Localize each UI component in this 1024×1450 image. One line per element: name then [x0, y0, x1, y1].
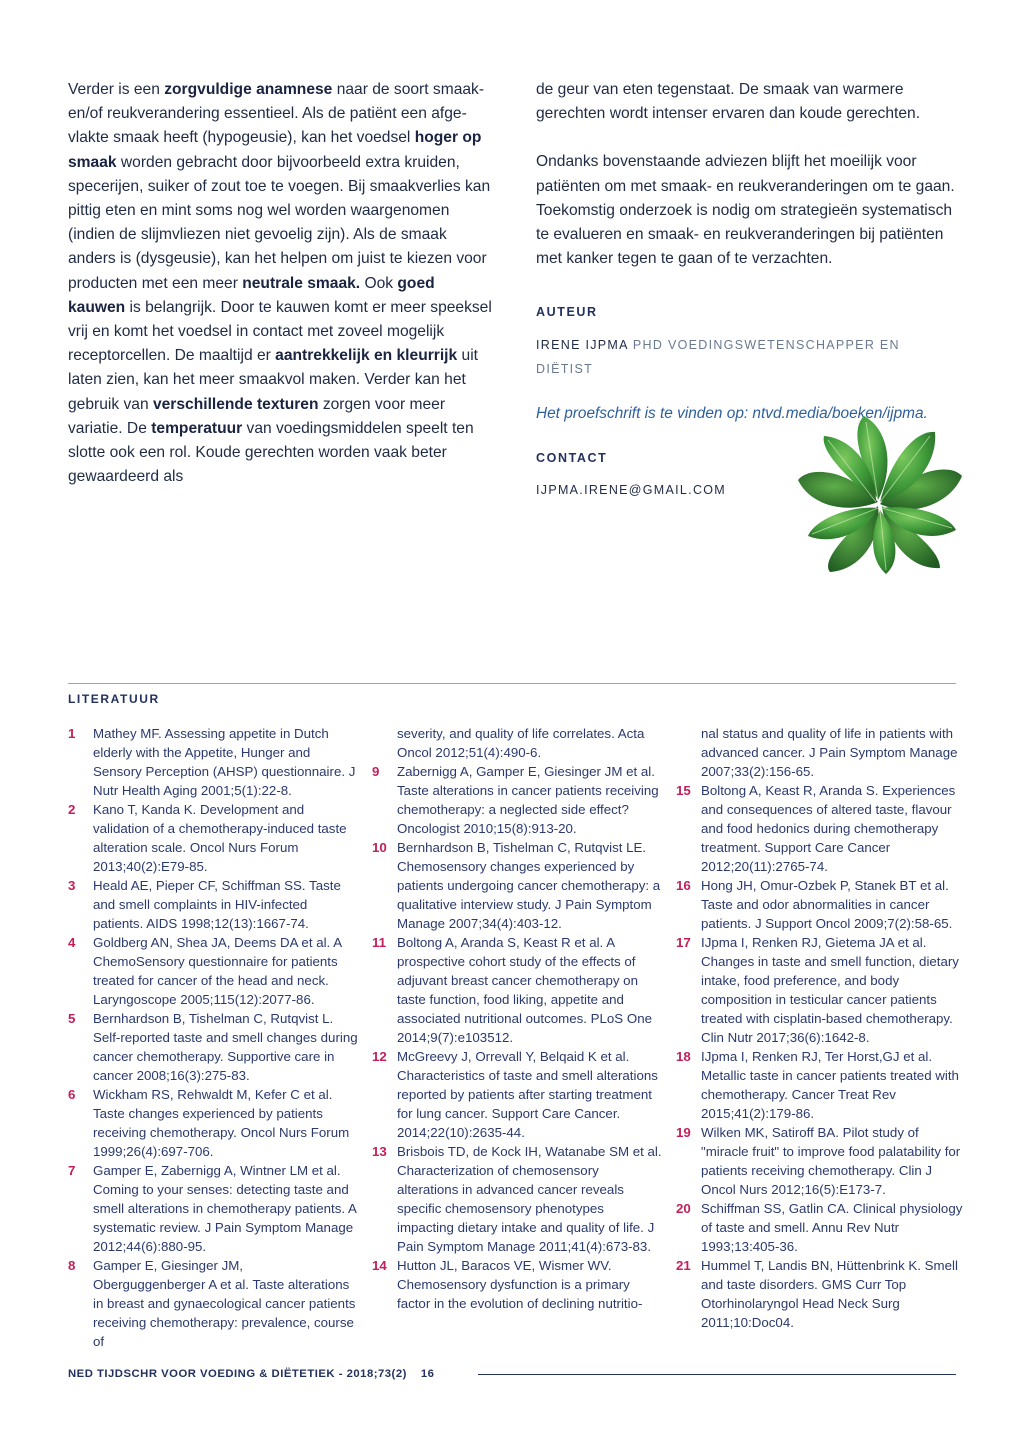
reference-number: 20	[676, 1201, 691, 1216]
article-paragraph-right-2: Ondanks bovenstaande adviezen blijft het moeilijk voor patiënten om met smaak- en reukveranderingen om te gaan. Toekomstig onderzoek is nodig om strategieën systematisch te evalueren en smaak- en reukveranderingen bij patiënten met kanker tegen te gaan of te verzachten.	[536, 153, 955, 268]
reference-text: Bernhardson B, Tishelman C, Rutqvist L. Self-reported taste and smell changes during cancer chemotherapy. Supportive care in cancer 2008;16(3):275-83.	[93, 1011, 358, 1083]
reference-number: 1	[68, 726, 76, 741]
author-line	[536, 333, 960, 381]
reference-item	[68, 1256, 358, 1351]
reference-number: 8	[68, 1258, 76, 1273]
reference-number: 19	[676, 1125, 691, 1140]
reference-item	[372, 724, 662, 762]
reference-text: Boltong A, Aranda S, Keast R et al. A prospective cohort study of the effects of adjuvant breast cancer chemotherapy on taste function, food liking, appetite and associated nutritional outcomes. PLoS One 2014;9(7):e103512.	[397, 935, 653, 1045]
reference-text: Heald AE, Pieper CF, Schiffman SS. Taste and smell complaints in HIV-infected patients. AIDS 1998;12(13):1667-74.	[93, 878, 341, 931]
literature-title: LITERATUUR	[68, 692, 160, 706]
reference-number: 5	[68, 1011, 76, 1026]
reference-item	[676, 933, 966, 1047]
reference-item	[68, 1161, 358, 1256]
article-left-column	[68, 78, 492, 489]
reference-text: Goldberg AN, Shea JA, Deems DA et al. A ChemoSensory questionnaire for patients treated for cancer of the head and neck. Laryngoscope 2005;115(12):2077-86.	[93, 935, 342, 1007]
mint-leaves-image	[790, 410, 966, 578]
reference-number: 7	[68, 1163, 76, 1178]
reference-number: 3	[68, 878, 76, 893]
reference-item	[676, 781, 966, 876]
reference-text: Schiffman SS, Gatlin CA. Clinical physiology of taste and smell. Annu Rev Nutr 1993;13:405-36.	[701, 1201, 963, 1254]
journal-citation: NED TIJDSCHR VOOR VOEDING & DIËTETIEK - 2018;73(2)	[68, 1368, 407, 1380]
reference-number: 10	[372, 840, 387, 855]
reference-item	[676, 1123, 966, 1199]
reference-text: IJpma I, Renken RJ, Ter Horst,GJ et al. Metallic taste in cancer patients treated with chemotherapy. Cancer Treat Rev 2015;41(2):179-86.	[701, 1049, 959, 1121]
reference-text: Hutton JL, Baracos VE, Wismer WV. Chemosensory dysfunction is a primary factor in the evolution of declining nutritio-	[397, 1258, 643, 1311]
reference-text: Hong JH, Omur-Ozbek P, Stanek BT et al. Taste and odor abnormalities in cancer patients. J Support Oncol 2009;7(2):58-65.	[701, 878, 953, 931]
article-paragraph-right-1: de geur van eten tegenstaat. De smaak van warmere gerechten wordt intenser ervaren dan koude gerechten.	[536, 81, 921, 123]
reference-item	[676, 724, 966, 781]
reference-item	[68, 1009, 358, 1085]
reference-text: Wickham RS, Rehwaldt M, Kefer C et al. Taste changes experienced by patients receiving chemotherapy. Oncol Nurs Forum 1999;26(4):697-706.	[93, 1087, 350, 1159]
reference-number: 14	[372, 1258, 387, 1273]
reference-text: Gamper E, Giesinger JM, Oberguggenberger A et al. Taste alterations in breast and gynaecological cancer patients receiving chemotherapy: prevalence, course of	[93, 1258, 356, 1349]
reference-column-3	[676, 724, 966, 1332]
reference-number: 17	[676, 935, 691, 950]
reference-text: Wilken MK, Satiroff BA. Pilot study of "miracle fruit" to improve food palatability for patients receiving chemotherapy. Clin J Oncol Nurs 2012;16(5):E173-7.	[701, 1125, 961, 1197]
reference-item	[372, 762, 662, 838]
reference-text: Zabernigg A, Gamper E, Giesinger JM et al. Taste alterations in cancer patients receiving chemotherapy: a neglected side effect? Oncologist 2010;15(8):913-20.	[397, 764, 659, 836]
reference-item	[676, 1256, 966, 1332]
reference-number: 9	[372, 764, 380, 779]
reference-column-2	[372, 724, 662, 1313]
reference-column-1	[68, 724, 358, 1351]
reference-number: 16	[676, 878, 691, 893]
reference-item	[68, 724, 358, 800]
author-label: AUTEUR	[536, 305, 598, 320]
reference-text: Kano T, Kanda K. Development and validation of a chemotherapy-induced taste alteration scale. Oncol Nurs Forum 2013;40(2):E79-85.	[93, 802, 347, 874]
reference-text: IJpma I, Renken RJ, Gietema JA et al. Changes in taste and smell function, dietary intake, food preference, and body composition in testicular cancer patients treated with cisplatin-based chemotherapy. Clin Nutr 2017;36(6):1642-8.	[701, 935, 959, 1045]
reference-number: 6	[68, 1087, 76, 1102]
reference-number: 12	[372, 1049, 387, 1064]
author-name: IRENE IJPMA	[536, 337, 629, 352]
reference-number: 21	[676, 1258, 691, 1273]
reference-number: 4	[68, 935, 76, 950]
reference-item	[372, 933, 662, 1047]
reference-item	[676, 1047, 966, 1123]
reference-text: McGreevy J, Orrevall Y, Belqaid K et al. Characteristics of taste and smell alterations reported by patients after starting treatment for lung cancer. Support Care Cancer. 2014;22(10):2635-44.	[397, 1049, 658, 1140]
section-divider	[68, 683, 956, 684]
reference-item	[68, 933, 358, 1009]
reference-text: severity, and quality of life correlates. Acta Oncol 2012;51(4):490-6.	[397, 726, 645, 760]
reference-item	[68, 1085, 358, 1161]
article-paragraph-left: Verder is een zorgvuldige anamnese naar de soort smaak-en/of reukverandering essentieel. Als de patiënt een afge-vlakte smaak heeft (hypogeusie), kan het voedsel hoger op smaak worden gebracht door bijvoorbeeld extra kruiden, specerijen, suiker of zout toe te voegen. Bij smaakverlies kan pittig eten en mint soms nog wel worden waargenomen (indien de slijmvliezen niet gevoelig zijn). Als de smaak anders is (dysgeusie), kan het helpen om juist te kiezen voor producten met een meer neutrale smaak. Ook goed kauwen is belangrijk. Door te kauwen komt er meer speeksel vrij en komt het voedsel in contact met zoveel mogelijk receptorcellen. De maaltijd er aantrekkelijk en kleurrijk uit laten zien, kan het meer smaakvol maken. Verder kan het gebruik van verschillende texturen zorgen voor meer variatie. De temperatuur van voedingsmiddelen speelt ten slotte ook een rol. Koude gerechten worden vaak beter gewaardeerd als	[68, 81, 492, 486]
contact-label: CONTACT	[536, 451, 608, 466]
reference-text: Boltong A, Keast R, Aranda S. Experiences and consequences of altered taste, flavour and food hedonics during chemotherapy treatment. Support Care Cancer 2012;20(11):2765-74.	[701, 783, 956, 874]
reference-item	[676, 1199, 966, 1256]
reference-number: 15	[676, 783, 691, 798]
reference-text: Brisbois TD, de Kock IH, Watanabe SM et al. Characterization of chemosensory alterations in advanced cancer reveals specific chemosensory phenotypes impacting dietary intake and quality of life. J Pain Symptom Manage 2011;41(4):673-83.	[397, 1144, 662, 1254]
reference-text: nal status and quality of life in patients with advanced cancer. J Pain Symptom Manage 2007;33(2):156-65.	[701, 726, 958, 779]
reference-text: Hummel T, Landis BN, Hüttenbrink K. Smell and taste disorders. GMS Curr Top Otorhinolaryngol Head Neck Surg 2011;10:Doc04.	[701, 1258, 958, 1330]
thesis-link[interactable]: Het proefschrift is te vinden op: ntvd.media/boeken/ijpma.	[536, 405, 928, 423]
contact-email[interactable]: IJPMA.IRENE@GMAIL.COM	[536, 483, 727, 498]
reference-item	[676, 876, 966, 933]
reference-item	[68, 876, 358, 933]
reference-item	[372, 1047, 662, 1142]
reference-item	[68, 800, 358, 876]
reference-item	[372, 1256, 662, 1313]
page-footer	[68, 1368, 434, 1380]
reference-number: 11	[372, 935, 387, 950]
footer-rule	[478, 1374, 956, 1375]
reference-text: Bernhardson B, Tishelman C, Rutqvist LE. Chemosensory changes experienced by patients undergoing cancer chemotherapy: a qualitative interview study. J Pain Symptom Manage 2007;34(4):403-12.	[397, 840, 661, 931]
reference-item	[372, 1142, 662, 1256]
reference-number: 2	[68, 802, 76, 817]
author-title: PHD VOEDINGSWETENSCHAPPER EN DIËTIST	[536, 337, 900, 376]
page-number: 16	[420, 1368, 435, 1380]
reference-text: Mathey MF. Assessing appetite in Dutch elderly with the Appetite, Hunger and Sensory Perception (AHSP) questionnaire. J Nutr Health Aging 2001;5(1):22-8.	[93, 726, 356, 798]
reference-text: Gamper E, Zabernigg A, Wintner LM et al. Coming to your senses: detecting taste and smell alterations in chemotherapy patients. A systematic review. J Pain Symptom Manage 2012;44(6):880-95.	[93, 1163, 357, 1254]
reference-number: 13	[372, 1144, 387, 1159]
reference-number: 18	[676, 1049, 691, 1064]
reference-item	[372, 838, 662, 933]
